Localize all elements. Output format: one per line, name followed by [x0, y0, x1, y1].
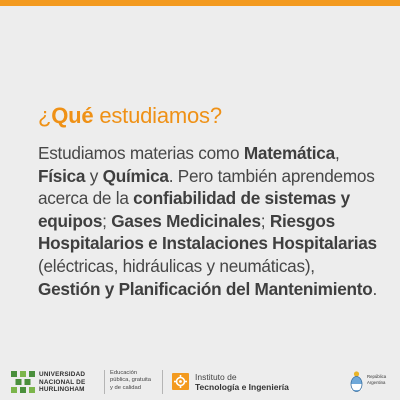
subject-gestion-mantenimiento: Gestión y Planificación del Mantenimiento: [38, 278, 373, 299]
text-segment: (eléctricas, hidráulicas y neumáticas),: [38, 255, 315, 276]
heading-bold: Qué: [51, 103, 94, 128]
unahur-tagline: [110, 370, 151, 392]
footer-divider: [162, 370, 163, 394]
footer-divider: [104, 370, 105, 394]
argentina-line: República: [367, 374, 387, 379]
gear-icon: [172, 373, 189, 390]
text-segment: ,: [334, 143, 340, 163]
subject-gases-medicinales: Gases Medicinales: [111, 210, 261, 231]
tagline-line: Educación: [110, 370, 138, 376]
unahur-logo-icon: [11, 371, 35, 393]
text-segment: y: [85, 165, 103, 186]
subject-confiabilidad: confiabilidad de sistemas y equipos: [38, 188, 350, 231]
subject-matematica: Matemática: [243, 143, 335, 163]
national-seal-icon: [349, 370, 364, 394]
institute-line-bold: Tecnología e Ingeniería: [195, 381, 289, 392]
text-segment: . Pero también aprendemos acerca de la: [38, 165, 375, 209]
institute-line: Instituto de: [195, 372, 237, 382]
footer-logos: [0, 362, 400, 400]
description-paragraph: [38, 142, 378, 300]
institute-name: [195, 373, 289, 392]
tagline-line: pública, gratuita: [110, 377, 151, 384]
unahur-name-line: UNIVERSIDAD: [39, 371, 86, 378]
text-segment: .: [372, 278, 378, 299]
heading-prefix: ¿: [38, 103, 52, 128]
tagline-line: y de calidad: [110, 384, 141, 391]
section-heading: [38, 103, 222, 129]
heading-rest: estudiamos?: [93, 103, 222, 128]
subject-quimica: Química: [102, 165, 169, 186]
subject-fisica: Física: [38, 165, 86, 186]
unahur-name: [39, 371, 85, 394]
text-segment: Estudiamos materias como: [38, 143, 244, 163]
text-segment: ;: [260, 210, 270, 231]
top-accent-bar: [0, 0, 400, 6]
argentina-label: [367, 374, 386, 385]
unahur-name-line: NACIONAL DE: [39, 378, 86, 386]
subject-riesgos-hospitalarios: Riesgos Hospitalarios e Instalaciones Hospitalarias: [38, 210, 377, 254]
argentina-line: Argentina: [367, 379, 386, 385]
unahur-name-line: HURLINGHAM: [39, 386, 85, 394]
text-segment: ;: [102, 210, 112, 231]
